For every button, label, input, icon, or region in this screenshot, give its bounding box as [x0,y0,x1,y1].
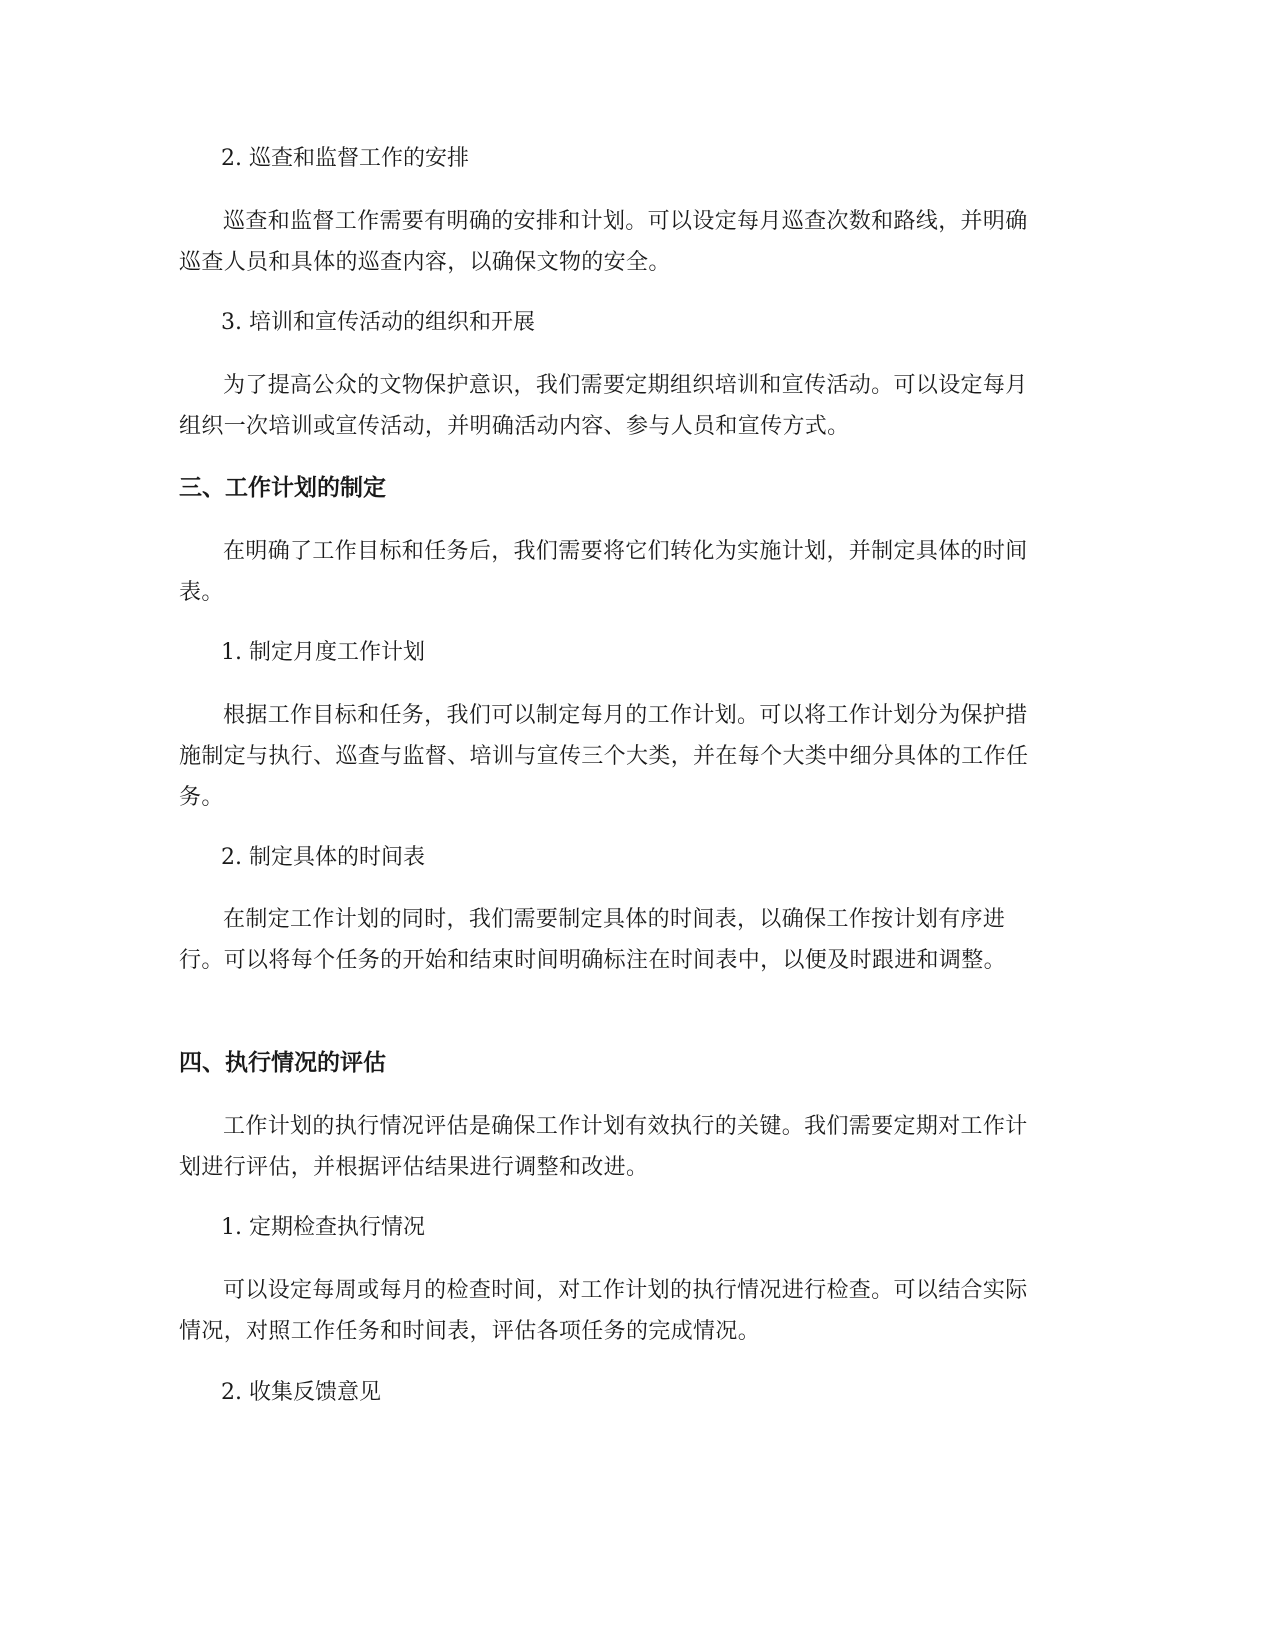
paragraph: 可以设定每周或每月的检查时间，对工作计划的执行情况进行检查。可以结合实际情况，对照工作任务和时间表，评估各项任务的完成情况。 [179,1278,1028,1344]
paragraph: 在明确了工作目标和任务后，我们需要将它们转化为实施计划，并制定具体的时间表。 [179,539,1028,605]
paragraph: 在制定工作计划的同时，我们需要制定具体的时间表，以确保工作按计划有序进行。可以将每个任务的开始和结束时间明确标注在时间表中，以便及时跟进和调整。 [179,907,1006,973]
subsection-title: 1. 制定月度工作计划 [221,640,425,665]
paragraph: 工作计划的执行情况评估是确保工作计划有效执行的关键。我们需要定期对工作计划进行评估，并根据评估结果进行调整和改进。 [179,1114,1028,1180]
paragraph: 巡查和监督工作需要有明确的安排和计划。可以设定每月巡查次数和路线，并明确巡查人员和具体的巡查内容，以确保文物的安全。 [179,209,1028,275]
subsection-title: 2. 巡查和监督工作的安排 [221,146,469,171]
subsection-title: 2. 制定具体的时间表 [221,845,425,870]
subsection-title: 1. 定期检查执行情况 [221,1215,425,1240]
section-heading: 三、工作计划的制定 [179,475,386,501]
subsection-title: 2. 收集反馈意见 [221,1380,381,1405]
paragraph: 根据工作目标和任务，我们可以制定每月的工作计划。可以将工作计划分为保护措施制定与执行、巡查与监督、培训与宣传三个大类，并在每个大类中细分具体的工作任务。 [179,703,1029,810]
section-heading: 四、执行情况的评估 [179,1050,386,1076]
paragraph: 为了提高公众的文物保护意识，我们需要定期组织培训和宣传活动。可以设定每月组织一次培训或宣传活动，并明确活动内容、参与人员和宣传方式。 [179,373,1028,439]
subsection-title: 3. 培训和宣传活动的组织和开展 [221,310,535,335]
